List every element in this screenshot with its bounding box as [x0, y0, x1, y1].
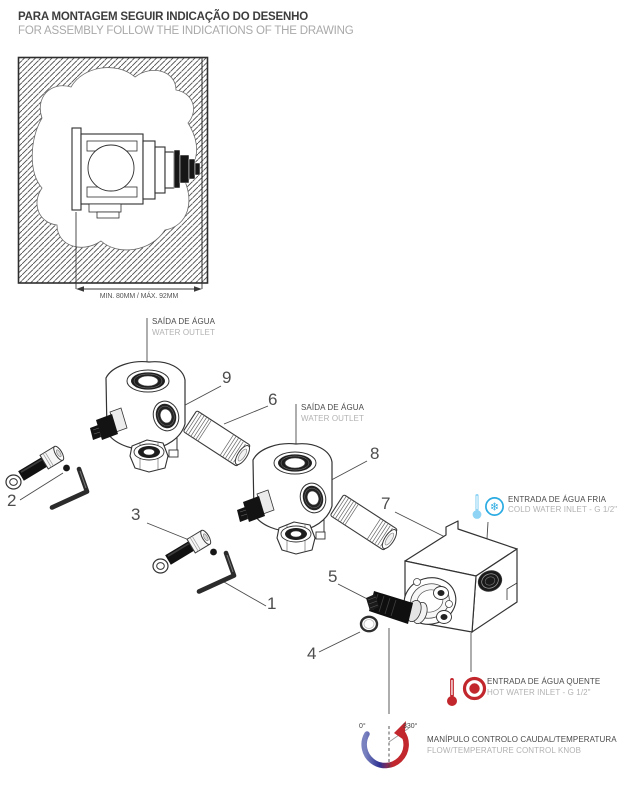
cold-inlet-label-en: COLD WATER INLET - G 1/2"	[508, 505, 618, 514]
svg-text:❄: ❄	[489, 501, 500, 514]
part-number-8: 8	[370, 444, 380, 463]
fixing-kit-upper	[6, 445, 87, 508]
part-number-2: 2	[7, 491, 17, 510]
part-number-1: 1	[267, 594, 277, 613]
water-outlet-2-label-en: WATER OUTLET	[301, 414, 364, 423]
part-number-7: 7	[381, 494, 391, 513]
knob-label-en: FLOW/TEMPERATURE CONTROL KNOB	[427, 746, 582, 755]
water-outlet-1-label-pt: SAÍDA DE ÁGUA	[152, 317, 216, 326]
part-number-4: 4	[307, 644, 317, 663]
extension-nipple-6	[183, 411, 253, 468]
snowflake-icon	[484, 496, 505, 522]
wall-section-drawing	[19, 58, 208, 292]
knob-label-pt: MANÍPULO CONTROLO CAUDAL/TEMPERATURA	[427, 735, 617, 744]
hot-inlet-label-en: HOT WATER INLET - G 1/2"	[487, 688, 591, 697]
part-number-3: 3	[131, 505, 141, 524]
angle-min-label: 0°	[359, 723, 366, 730]
hot-dot-icon	[461, 675, 488, 707]
thermometer-cold-icon	[472, 493, 482, 525]
hot-inlet-label-pt: ENTRADA DE ÁGUA QUENTE	[487, 677, 601, 686]
o-ring	[361, 617, 377, 631]
page-title-en: FOR ASSEMBLY FOLLOW THE INDICATIONS OF THE DRAWING	[18, 25, 354, 37]
fixing-kit-lower	[153, 529, 234, 592]
water-outlet-1-label-en: WATER OUTLET	[152, 328, 215, 337]
part-number-5: 5	[328, 567, 338, 586]
angle-valve-2	[237, 444, 332, 554]
part-number-6: 6	[268, 390, 278, 409]
thermometer-hot-icon	[446, 677, 458, 712]
angle-max-label: 330°	[403, 723, 418, 730]
depth-dimension-label: MIN. 80MM / MÁX. 92MM	[99, 293, 179, 300]
water-outlet-2-label-pt: SAÍDA DE ÁGUA	[301, 403, 365, 412]
angle-valve-1	[90, 362, 185, 472]
cold-inlet-label-pt: ENTRADA DE ÁGUA FRIA	[508, 495, 607, 504]
page-title-pt: PARA MONTAGEM SEGUIR INDICAÇÃO DO DESENHO	[18, 11, 308, 23]
part-number-9: 9	[222, 368, 232, 387]
